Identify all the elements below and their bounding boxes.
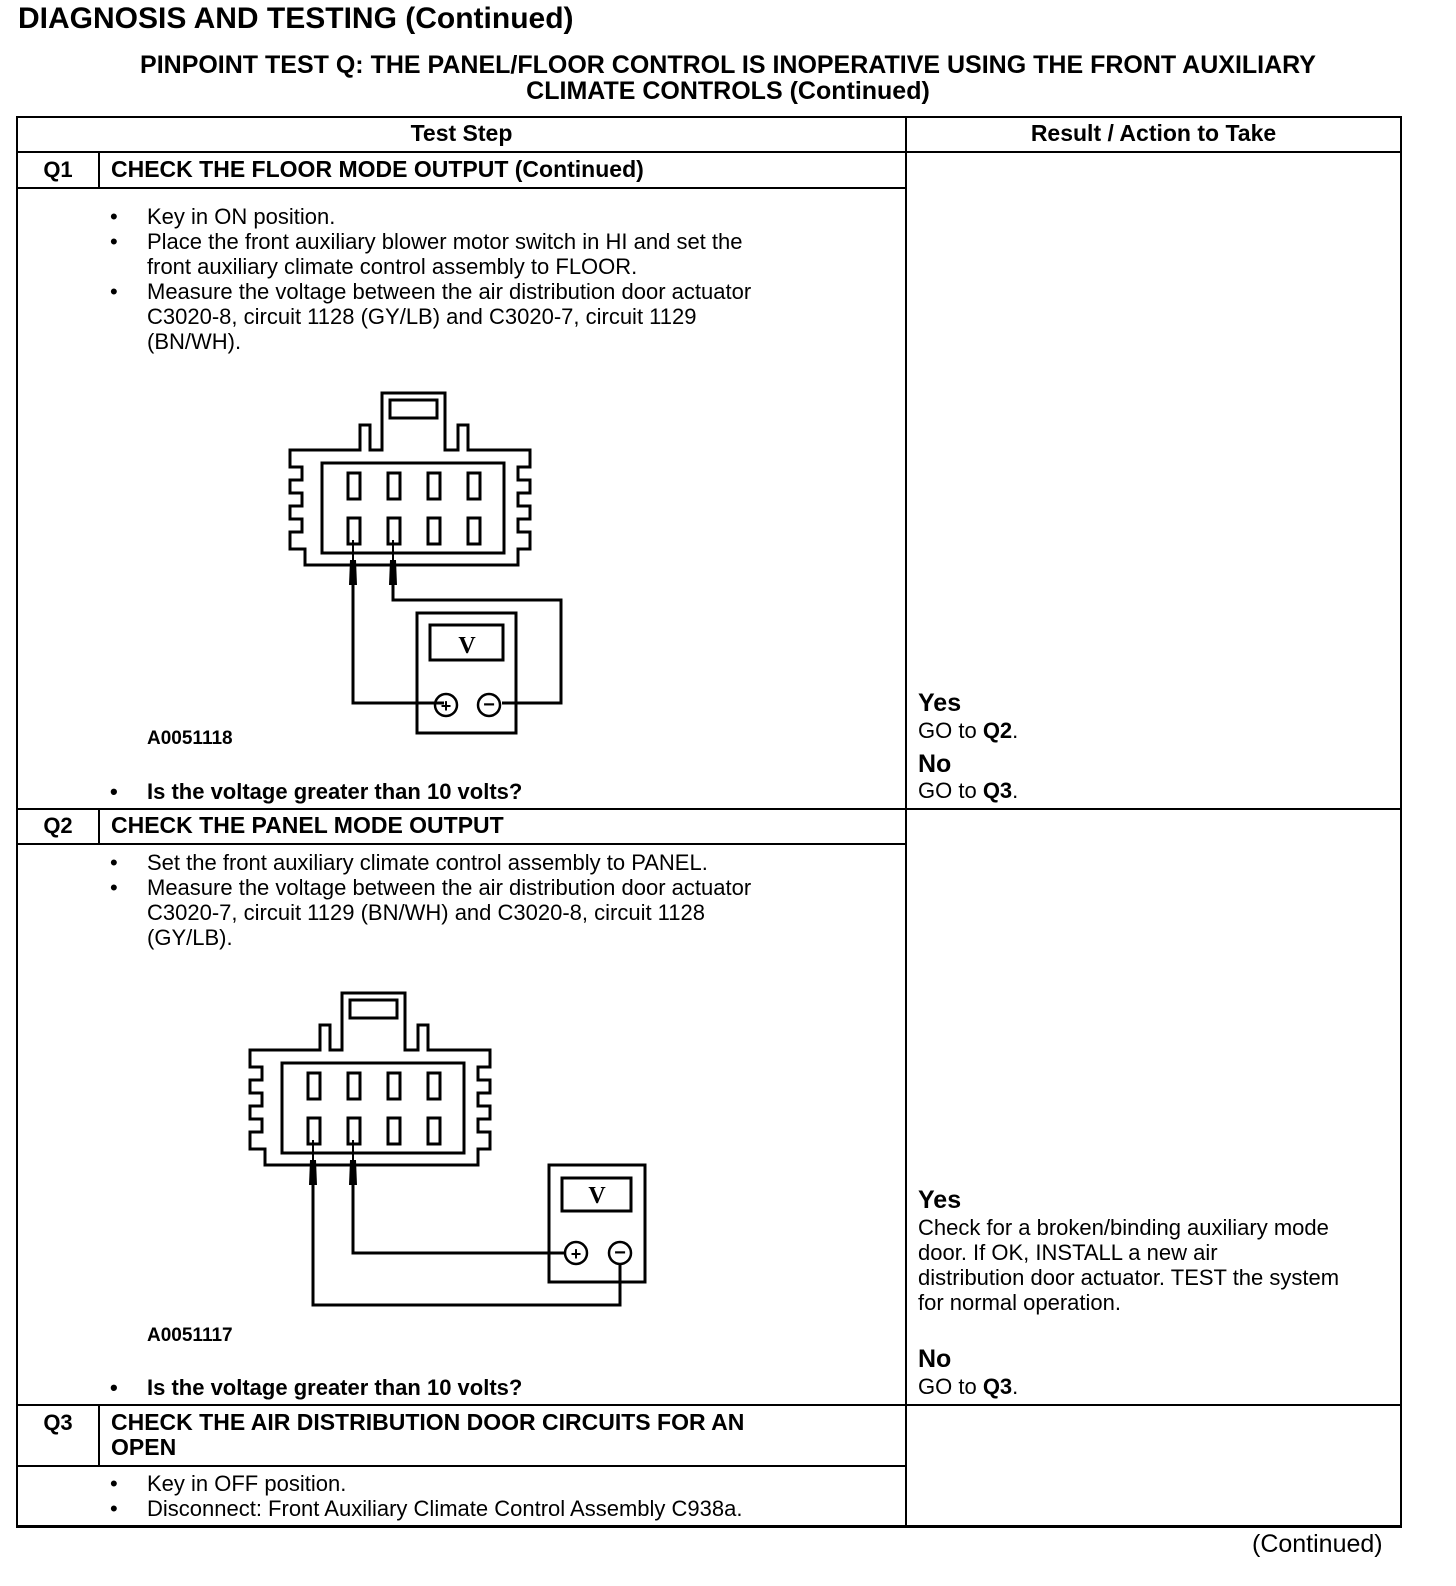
connector-voltmeter-diagram-q2 <box>240 985 660 1315</box>
connector-latch <box>350 1000 397 1018</box>
pinpoint-test-title <box>0 52 1456 104</box>
list-item: • Measure the voltage between the air distribution door actuator <box>110 279 751 304</box>
lead-positive-wire <box>353 1185 564 1253</box>
list-item-continuation: C3020-7, circuit 1129 (BN/WH) and C3020-8, circuit 1128 <box>147 900 705 925</box>
voltmeter-symbol: V <box>458 633 476 659</box>
pin-7 <box>388 1118 400 1144</box>
pin-1 <box>348 473 360 499</box>
test-title-line-1: PINPOINT TEST Q: THE PANEL/FLOOR CONTROL IS INOPERATIVE USING THE FRONT AUXILIARY <box>140 51 1316 79</box>
question-text: • Is the voltage greater than 10 volts? <box>110 779 522 804</box>
voltmeter-symbol: V <box>588 1183 606 1209</box>
pin-4 <box>468 473 480 499</box>
q2-question <box>110 1375 522 1400</box>
q1-instructions <box>110 204 751 354</box>
pin-1 <box>308 1073 320 1099</box>
result-yes-label-q2: Yes <box>918 1186 962 1214</box>
test-title-line-2: CLIMATE CONTROLS (Continued) <box>526 77 930 105</box>
list-item: • Disconnect: Front Auxiliary Climate Control Assembly C938a. <box>110 1496 742 1521</box>
voltmeter-body <box>417 613 516 733</box>
connector-voltmeter-diagram-q1 <box>280 385 580 745</box>
list-item-continuation: (GY/LB). <box>147 925 233 950</box>
pin-8 <box>428 1118 440 1144</box>
list-item: • Place the front auxiliary blower motor switch in HI and set the <box>110 229 751 254</box>
q1-question <box>110 779 522 804</box>
result-yes-action-q1: GO to Q2. <box>918 718 1019 743</box>
pin-3 <box>428 473 440 499</box>
column-header-result: Result / Action to Take <box>1030 120 1277 146</box>
step-heading-q3: CHECK THE AIR DISTRIBUTION DOOR CIRCUITS FOR AN OPEN <box>111 1409 745 1460</box>
column-header-test-step: Test Step <box>410 120 513 146</box>
result-no-label-q2: No <box>918 1345 952 1373</box>
minus-sign: − <box>614 1242 626 1264</box>
continued-footer: (Continued) <box>1252 1530 1383 1558</box>
result-no-action-q1: GO to Q3. <box>918 778 1019 803</box>
list-item: • Set the front auxiliary climate control assembly to PANEL. <box>110 850 751 875</box>
pin-7 <box>428 518 440 544</box>
q3-instructions <box>110 1471 742 1521</box>
step-id-q1: Q1 <box>43 157 73 182</box>
pin-8 <box>468 518 480 544</box>
question-text: • Is the voltage greater than 10 volts? <box>110 1375 522 1400</box>
list-item-continuation: C3020-8, circuit 1128 (GY/LB) and C3020-7, circuit 1129 <box>147 304 697 329</box>
step-heading-q1: CHECK THE FLOOR MODE OUTPUT (Continued) <box>111 156 644 182</box>
step-id-q3: Q3 <box>43 1410 73 1435</box>
pin-2 <box>348 1073 360 1099</box>
probe-positive <box>349 1160 357 1185</box>
figure-id-q1: A0051118 <box>147 728 233 749</box>
plus-sign: + <box>570 1244 582 1264</box>
step-id-q2: Q2 <box>43 813 73 838</box>
step-heading-q2: CHECK THE PANEL MODE OUTPUT <box>111 812 504 838</box>
probe-negative <box>309 1160 317 1185</box>
minus-sign: − <box>483 694 495 716</box>
list-item-continuation: (BN/WH). <box>147 329 242 354</box>
result-no-action-q2: GO to Q3. <box>918 1374 1019 1399</box>
q2-instructions <box>110 850 751 950</box>
figure-id-q2: A0051117 <box>147 1325 233 1346</box>
result-no-label-q1: No <box>918 750 952 778</box>
result-yes-action-q2: Check for a broken/binding auxiliary mode door. If OK, INSTALL a new air distribution door actuator. TEST the system for normal operation. <box>918 1215 1340 1315</box>
plus-sign: + <box>440 696 452 716</box>
result-yes-label-q1: Yes <box>918 689 962 717</box>
probe-positive <box>349 560 357 585</box>
page-title: DIAGNOSIS AND TESTING (Continued) <box>18 2 574 35</box>
list-item: • Key in ON position. <box>110 204 751 229</box>
pin-3 <box>388 1073 400 1099</box>
list-item: • Key in OFF position. <box>110 1471 742 1496</box>
pin-4 <box>428 1073 440 1099</box>
connector-latch <box>390 400 437 418</box>
pin-2 <box>388 473 400 499</box>
probe-negative <box>389 560 397 585</box>
list-item-continuation: front auxiliary climate control assembly to FLOOR. <box>147 254 638 279</box>
list-item: • Measure the voltage between the air distribution door actuator <box>110 875 751 900</box>
